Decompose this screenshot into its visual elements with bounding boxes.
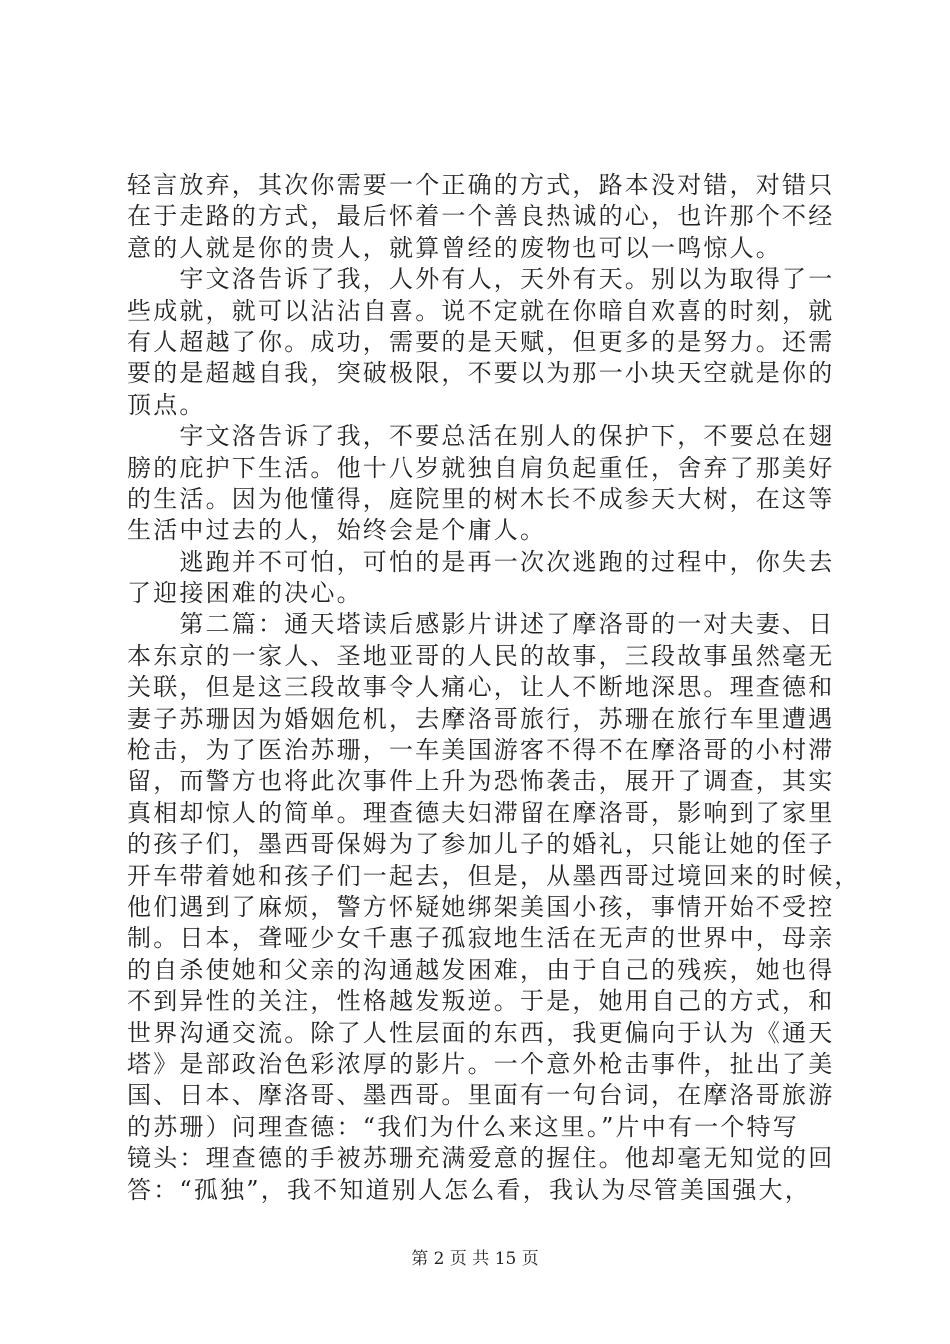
text-line: 留，而警方也将此次事件上升为恐怖袭击，展开了调查，其实	[127, 767, 835, 796]
text-line: 妻子苏珊因为婚姻危机，去摩洛哥旅行，苏珊在旅行车里遭遇	[127, 704, 835, 733]
text-line: 有人超越了你。成功，需要的是天赋，但更多的是努力。还需	[127, 327, 835, 356]
text-line: 世界沟通交流。除了人性层面的东西，我更偏向于认为《通天	[127, 1018, 835, 1047]
text-line: 轻言放弃，其次你需要一个正确的方式，路本没对错，对错只	[127, 171, 835, 199]
text-line: 不到异性的关注，性格越发叛逆。于是，她用自己的方式，和	[127, 987, 835, 1016]
text-line: 生活中过去的人，始终会是个庸人。	[127, 516, 547, 545]
text-line: 的自杀使她和父亲的沟通越发困难，由于自己的残疾，她也得	[127, 955, 835, 984]
text-line: 宇文洛告诉了我，人外有人，天外有天。别以为取得了一	[127, 265, 835, 294]
text-line: 他们遇到了麻烦，警方怀疑她绑架美国小孩，事情开始不受控	[127, 892, 835, 921]
text-line: 些成就，就可以沾沾自喜。说不定就在你暗自欢喜的时刻，就	[127, 296, 835, 325]
text-line: 意的人就是你的贵人，就算曾经的废物也可以一鸣惊人。	[127, 233, 782, 262]
text-line: 顶点。	[127, 390, 206, 419]
text-line: 的孩子们，墨西哥保姆为了参加儿子的婚礼，只能让她的侄子	[127, 830, 835, 859]
text-line: 开车带着她和孩子们一起去，但是，从墨西哥过境回来的时候，	[127, 861, 861, 890]
text-line: 塔》是部政治色彩浓厚的影片。一个意外枪击事件，扯出了美	[127, 1049, 835, 1078]
page-number-footer: 第 2 页 共 15 页	[411, 1249, 539, 1269]
text-line: 镜头：理查德的手被苏珊充满爱意的握住。他却毫无知觉的回	[127, 1144, 835, 1173]
text-line: 国、日本、摩洛哥、墨西哥。里面有一句台词，在摩洛哥旅游	[127, 1081, 835, 1110]
text-line: 在于走路的方式，最后怀着一个善良热诚的心，也许那个不经	[127, 202, 835, 231]
text-line: 了迎接困难的决心。	[127, 579, 363, 608]
text-line: 膀的庇护下生活。他十八岁就独自肩负起重任，舍弃了那美好	[127, 453, 835, 482]
text-line: 枪击，为了医治苏珊，一车美国游客不得不在摩洛哥的小村滞	[127, 736, 835, 765]
text-line: 真相却惊人的简单。理查德夫妇滞留在摩洛哥，影响到了家里	[127, 798, 835, 827]
text-line: 第二篇：通天塔读后感影片讲述了摩洛哥的一对夫妻、日	[127, 610, 835, 639]
text-line: 逃跑并不可怕，可怕的是再一次次逃跑的过程中，你失去	[127, 547, 835, 576]
text-line: 答：“孤独”，我不知道别人怎么看，我认为尽管美国强大，	[127, 1175, 811, 1204]
text-line: 的生活。因为他懂得，庭院里的树木长不成参天大树，在这等	[127, 484, 835, 513]
text-line: 的苏珊）问理查德：“我们为什么来这里。”片中有一个特写	[127, 1112, 799, 1141]
text-line: 要的是超越自我，突破极限，不要以为那一小块天空就是你的	[127, 359, 835, 388]
text-line: 制。日本，聋哑少女千惠子孤寂地生活在无声的世界中，母亲	[127, 924, 835, 953]
text-line: 关联，但是这三段故事令人痛心，让人不断地深思。理查德和	[127, 673, 835, 702]
text-line: 宇文洛告诉了我，不要总活在别人的保护下，不要总在翅	[127, 422, 835, 451]
text-line: 本东京的一家人、圣地亚哥的人民的故事，三段故事虽然毫无	[127, 641, 835, 670]
body-text	[127, 170, 861, 1206]
